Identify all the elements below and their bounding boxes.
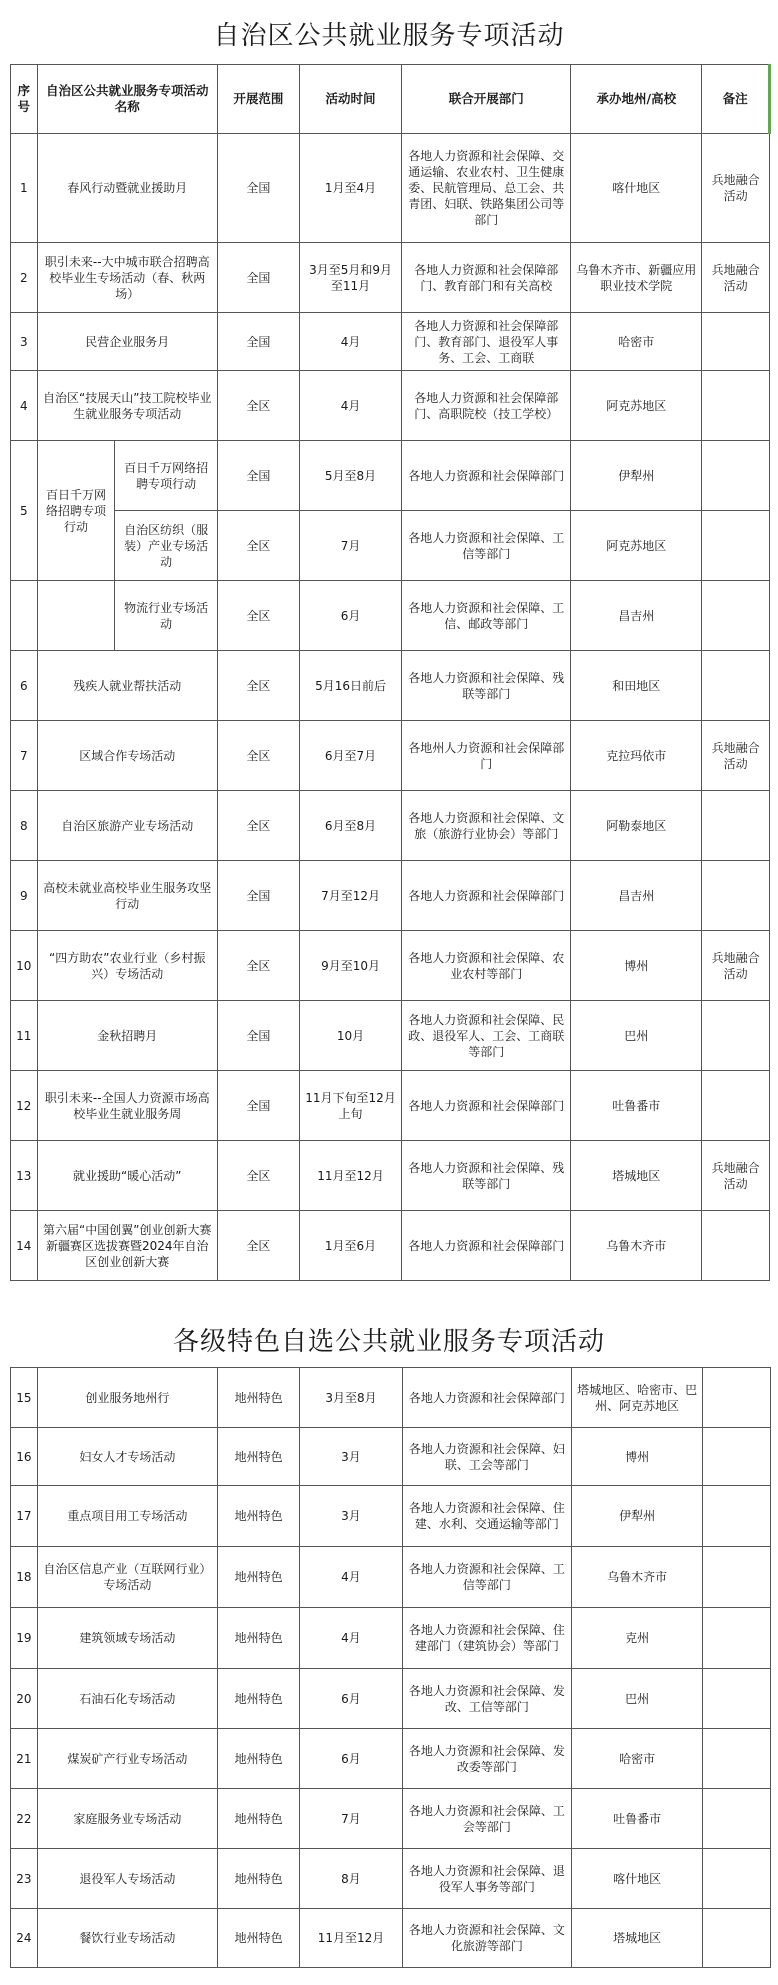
- row-time: 6月至7月: [299, 721, 401, 791]
- row-time: 7月至12月: [299, 861, 401, 931]
- row-scope: 全区: [217, 931, 299, 1001]
- row-scope: 地州特色: [218, 1909, 300, 1968]
- row-time: 11月至12月: [300, 1909, 403, 1968]
- row-note: 兵地融合活动: [702, 931, 770, 1001]
- row-name: 退役军人专场活动: [37, 1849, 218, 1909]
- row-name: 第六届“中国创翼”创业创新大赛新疆赛区选拔赛暨2024年自治区创业创新大赛: [37, 1211, 217, 1281]
- table-row: [11, 1071, 770, 1141]
- row-time: 11月至12月: [299, 1141, 401, 1211]
- row-no: 19: [11, 1608, 38, 1669]
- row-no: 14: [11, 1211, 38, 1281]
- header-note: 备注: [702, 65, 770, 134]
- header-name: 自治区公共就业服务专项活动名称: [37, 65, 217, 134]
- row-scope: 全国: [217, 134, 299, 243]
- row-name: 残疾人就业帮扶活动: [37, 651, 217, 721]
- table-row: [11, 931, 770, 1001]
- row-note: [702, 1211, 770, 1281]
- row-scope: 地州特色: [218, 1849, 300, 1909]
- row-time: 7月: [299, 511, 401, 581]
- row-name: 石油石化专场活动: [37, 1669, 218, 1729]
- row-host: 喀什地区: [571, 1849, 702, 1909]
- table-row: [11, 313, 770, 371]
- row-scope: 全区: [217, 791, 299, 861]
- table-row: [11, 441, 770, 511]
- row-host: 昌吉州: [571, 581, 702, 651]
- row-no: 22: [11, 1789, 38, 1849]
- row-name: 建筑领域专场活动: [37, 1608, 218, 1669]
- row-no: 15: [11, 1368, 38, 1428]
- row-dept: 各地人力资源和社会保障、民政、退役军人、工会、工商联等部门: [402, 1001, 571, 1071]
- row-name: 创业服务地州行: [37, 1368, 218, 1428]
- row-dept: 各地人力资源和社会保障部门: [402, 1211, 571, 1281]
- row-host: 乌鲁木齐市: [571, 1211, 702, 1281]
- row-host: 吐鲁番市: [571, 1071, 702, 1141]
- row-host: 乌鲁木齐市、新疆应用职业技术学院: [571, 243, 702, 313]
- row-no: 17: [11, 1486, 38, 1547]
- row-scope: 全国: [217, 441, 299, 511]
- row-host: 博州: [571, 931, 702, 1001]
- row-scope: 地州特色: [218, 1368, 300, 1428]
- row-no: 2: [11, 243, 38, 313]
- row-dept: 各地人力资源和社会保障、残联等部门: [402, 1141, 571, 1211]
- row-time: 5月至8月: [299, 441, 401, 511]
- row-scope: 全区: [217, 651, 299, 721]
- row-scope: 全国: [217, 1071, 299, 1141]
- row-host: 塔城地区: [571, 1909, 702, 1968]
- row-host: 喀什地区: [571, 134, 702, 243]
- row-scope: 全国: [217, 1001, 299, 1071]
- table-row: [11, 1486, 771, 1547]
- row-time: 10月: [299, 1001, 401, 1071]
- row-scope: 全国: [217, 861, 299, 931]
- row-dept: 各地人力资源和社会保障、发改、工信等部门: [402, 1669, 571, 1729]
- row-name: 自治区旅游产业专场活动: [37, 791, 217, 861]
- row-no: 1: [11, 134, 38, 243]
- row-note: [703, 1486, 771, 1547]
- row-no: 3: [11, 313, 38, 371]
- table-row: [11, 1547, 771, 1608]
- row-no: 24: [11, 1909, 38, 1968]
- row-note: [703, 1669, 771, 1729]
- row-note: [703, 1368, 771, 1428]
- row-dept: 各地人力资源和社会保障、妇联、工会等部门: [402, 1428, 571, 1486]
- row-name: 区域合作专场活动: [37, 721, 217, 791]
- row-dept: 各地人力资源和社会保障部门: [402, 441, 571, 511]
- row-note: [702, 1071, 770, 1141]
- row-note: [702, 313, 770, 371]
- row-no: 9: [11, 861, 38, 931]
- row-group-name: 百日千万网络招聘专项行动: [37, 441, 115, 581]
- row-name: “四方助农”农业行业（乡村振兴）专场活动: [37, 931, 217, 1001]
- header-no: 序号: [11, 65, 38, 134]
- row-host: 哈密市: [571, 1729, 702, 1789]
- row-dept: 各地人力资源和社会保障、发改委等部门: [402, 1729, 571, 1789]
- row-note: [703, 1428, 771, 1486]
- row-sub-name: 百日千万网络招聘专项行动: [115, 441, 217, 511]
- table-row: [11, 371, 770, 441]
- table-row: [11, 1211, 770, 1281]
- row-note: [702, 441, 770, 511]
- row-no: 21: [11, 1729, 38, 1789]
- row-no: 4: [11, 371, 38, 441]
- row-no: 7: [11, 721, 38, 791]
- row-time: 4月: [299, 313, 401, 371]
- row-note: [703, 1608, 771, 1669]
- row-dept: 各地人力资源和社会保障、工信等部门: [402, 1547, 571, 1608]
- row-host: 巴州: [571, 1001, 702, 1071]
- row-dept: 各地人力资源和社会保障部门: [402, 1368, 571, 1428]
- row-name: 重点项目用工专场活动: [37, 1486, 218, 1547]
- row-note: [702, 651, 770, 721]
- row-dept: 各地州人力资源和社会保障部门: [402, 721, 571, 791]
- row-dept: 各地人力资源和社会保障部门、高职院校（技工学校）: [402, 371, 571, 441]
- header-dept: 联合开展部门: [402, 65, 571, 134]
- row-dept: 各地人力资源和社会保障部门: [402, 1071, 571, 1141]
- row-host: 塔城地区、哈密市、巴州、阿克苏地区: [571, 1368, 702, 1428]
- row-note: 兵地融合活动: [702, 243, 770, 313]
- row-host: 阿克苏地区: [571, 371, 702, 441]
- row-time: 11月下旬至12月上旬: [299, 1071, 401, 1141]
- row-time: 4月: [299, 371, 401, 441]
- empty-cell: [11, 581, 38, 651]
- row-name: 职引未来--大中城市联合招聘高校毕业生专场活动（春、秋两场）: [37, 243, 217, 313]
- row-host: 阿克苏地区: [571, 511, 702, 581]
- table-row: [11, 1729, 771, 1789]
- row-no: 8: [11, 791, 38, 861]
- row-name: 妇女人才专场活动: [37, 1428, 218, 1486]
- row-scope: 地州特色: [218, 1547, 300, 1608]
- row-time: 7月: [300, 1789, 403, 1849]
- row-time: 3月: [300, 1428, 403, 1486]
- row-note: [702, 861, 770, 931]
- row-dept: 各地人力资源和社会保障、工信、邮政等部门: [402, 581, 571, 651]
- row-note: [702, 1001, 770, 1071]
- row-time: 1月至6月: [299, 1211, 401, 1281]
- header-scope: 开展范围: [217, 65, 299, 134]
- row-time: 3月至8月: [300, 1368, 403, 1428]
- row-time: 4月: [300, 1547, 403, 1608]
- row-scope: 地州特色: [218, 1608, 300, 1669]
- row-no: 16: [11, 1428, 38, 1486]
- row-scope: 全区: [217, 511, 299, 581]
- row-no: 5: [11, 441, 38, 581]
- table-row: [11, 1909, 771, 1968]
- table-row: [11, 134, 770, 243]
- row-scope: 全区: [217, 1141, 299, 1211]
- table-row: [11, 1001, 770, 1071]
- table-row: [11, 511, 770, 581]
- row-time: 5月16日前后: [299, 651, 401, 721]
- table-row: [11, 1789, 771, 1849]
- row-note: 兵地融合活动: [702, 134, 770, 243]
- page-title: 自治区公共就业服务专项活动: [213, 21, 565, 51]
- section-title: 各级特色自选公共就业服务专项活动: [172, 1327, 605, 1357]
- row-dept: 各地人力资源和社会保障部门: [402, 861, 571, 931]
- table-row: [11, 1141, 770, 1211]
- row-name: 煤炭矿产行业专场活动: [37, 1729, 218, 1789]
- row-dept: 各地人力资源和社会保障、住建、水利、交通运输等部门: [402, 1486, 571, 1547]
- row-note: [703, 1849, 771, 1909]
- row-scope: 全国: [217, 313, 299, 371]
- row-no: 11: [11, 1001, 38, 1071]
- row-no: 10: [11, 931, 38, 1001]
- row-scope: 地州特色: [218, 1486, 300, 1547]
- row-name: 就业援助“暖心活动”: [37, 1141, 217, 1211]
- row-time: 9月至10月: [299, 931, 401, 1001]
- row-time: 6月: [300, 1729, 403, 1789]
- row-host: 伊犁州: [571, 1486, 702, 1547]
- row-dept: 各地人力资源和社会保障、工信等部门: [402, 511, 571, 581]
- row-dept: 各地人力资源和社会保障部门、教育部门、退役军人事务、工会、工商联: [402, 313, 571, 371]
- row-host: 塔城地区: [571, 1141, 702, 1211]
- table-row: [11, 1849, 771, 1909]
- special-activity-table: [10, 1367, 771, 1968]
- row-host: 哈密市: [571, 313, 702, 371]
- row-no: 12: [11, 1071, 38, 1141]
- row-no: 18: [11, 1547, 38, 1608]
- table-row: [11, 1669, 771, 1729]
- row-time: 3月至5月和9月至11月: [299, 243, 401, 313]
- row-note: 兵地融合活动: [702, 1141, 770, 1211]
- row-sub-name: 物流行业专场活动: [115, 581, 217, 651]
- row-host: 巴州: [571, 1669, 702, 1729]
- row-time: 4月: [300, 1608, 403, 1669]
- row-no: 23: [11, 1849, 38, 1909]
- row-dept: 各地人力资源和社会保障、退役军人事务等部门: [402, 1849, 571, 1909]
- row-time: 6月: [299, 581, 401, 651]
- row-name: 民营企业服务月: [37, 313, 217, 371]
- table-row: [11, 1428, 771, 1486]
- activity-table: [10, 64, 771, 1281]
- table-row: [11, 1368, 771, 1428]
- row-dept: 各地人力资源和社会保障、工会等部门: [402, 1789, 571, 1849]
- row-host: 吐鲁番市: [571, 1789, 702, 1849]
- row-time: 6月: [300, 1669, 403, 1729]
- row-dept: 各地人力资源和社会保障、农业农村等部门: [402, 931, 571, 1001]
- row-time: 8月: [300, 1849, 403, 1909]
- row-sub-name: 自治区纺织（服装）产业专场活动: [115, 511, 217, 581]
- row-dept: 各地人力资源和社会保障、住建部门（建筑协会）等部门: [402, 1608, 571, 1669]
- row-scope: 地州特色: [218, 1669, 300, 1729]
- row-dept: 各地人力资源和社会保障、交通运输、农业农村、卫生健康委、民航管理局、总工会、共青团、妇联、铁路集团公司等部门: [402, 134, 571, 243]
- row-note: [703, 1547, 771, 1608]
- row-time: 3月: [300, 1486, 403, 1547]
- row-host: 昌吉州: [571, 861, 702, 931]
- row-host: 克拉玛依市: [571, 721, 702, 791]
- row-no: 20: [11, 1669, 38, 1729]
- row-dept: 各地人力资源和社会保障、文旅（旅游行业协会）等部门: [402, 791, 571, 861]
- row-name: 职引未来--全国人力资源市场高校毕业生就业服务周: [37, 1071, 217, 1141]
- row-scope: 全区: [217, 1211, 299, 1281]
- row-scope: 全国: [217, 243, 299, 313]
- row-note: [702, 511, 770, 581]
- header-time: 活动时间: [299, 65, 401, 134]
- row-time: 6月至8月: [299, 791, 401, 861]
- row-time: 1月至4月: [299, 134, 401, 243]
- row-note: [703, 1909, 771, 1968]
- row-name: 春风行动暨就业援助月: [37, 134, 217, 243]
- row-scope: 地州特色: [218, 1428, 300, 1486]
- row-name: 金秋招聘月: [37, 1001, 217, 1071]
- table-row: [11, 791, 770, 861]
- row-no: 6: [11, 651, 38, 721]
- table-row: [11, 721, 770, 791]
- table-row: [11, 243, 770, 313]
- row-note: [703, 1789, 771, 1849]
- row-scope: 全区: [217, 721, 299, 791]
- row-host: 伊犁州: [571, 441, 702, 511]
- row-name: 家庭服务业专场活动: [37, 1789, 218, 1849]
- row-note: [702, 581, 770, 651]
- row-no: 13: [11, 1141, 38, 1211]
- header-host: 承办地州/高校: [571, 65, 702, 134]
- table-row: [11, 1608, 771, 1669]
- table-row: [11, 651, 770, 721]
- row-name: 自治区“技展天山”技工院校毕业生就业服务专项活动: [37, 371, 217, 441]
- row-scope: 地州特色: [218, 1789, 300, 1849]
- empty-cell: [37, 581, 115, 651]
- row-note: [702, 791, 770, 861]
- row-scope: 全区: [217, 581, 299, 651]
- row-name: 高校未就业高校毕业生服务攻坚行动: [37, 861, 217, 931]
- row-note: [703, 1729, 771, 1789]
- row-dept: 各地人力资源和社会保障、文化旅游等部门: [402, 1909, 571, 1968]
- row-host: 克州: [571, 1608, 702, 1669]
- row-host: 乌鲁木齐市: [571, 1547, 702, 1608]
- row-host: 和田地区: [571, 651, 702, 721]
- row-note: [702, 371, 770, 441]
- table-header-row: [11, 65, 770, 134]
- row-dept: 各地人力资源和社会保障部门、教育部门和有关高校: [402, 243, 571, 313]
- row-host: 博州: [571, 1428, 702, 1486]
- row-host: 阿勒泰地区: [571, 791, 702, 861]
- row-dept: 各地人力资源和社会保障、残联等部门: [402, 651, 571, 721]
- row-name: 餐饮行业专场活动: [37, 1909, 218, 1968]
- row-note: 兵地融合活动: [702, 721, 770, 791]
- table-row: [11, 861, 770, 931]
- row-scope: 全区: [217, 371, 299, 441]
- row-scope: 地州特色: [218, 1729, 300, 1789]
- table-row: [11, 581, 770, 651]
- row-name: 自治区信息产业（互联网行业）专场活动: [37, 1547, 218, 1608]
